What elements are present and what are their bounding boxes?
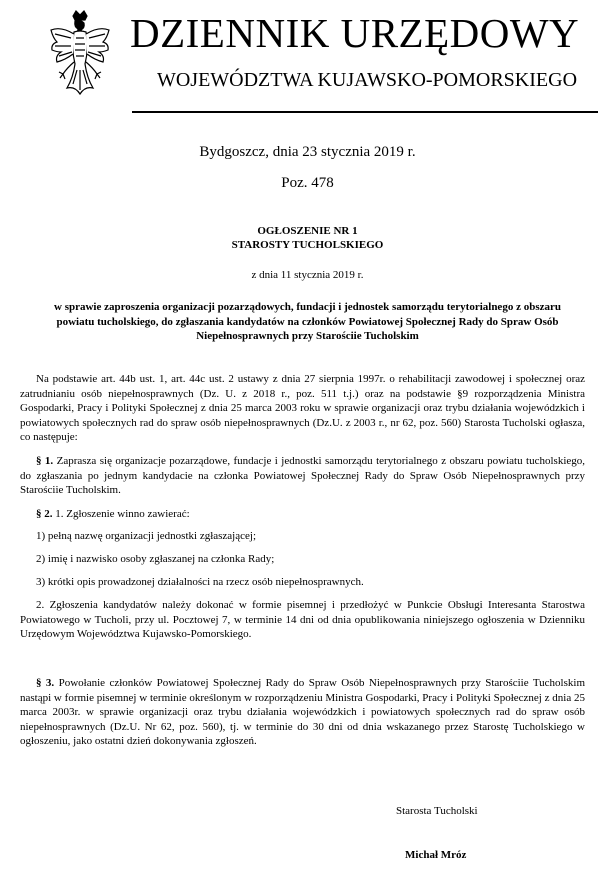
signatory-title: Starosta Tucholski xyxy=(396,805,478,817)
section-2-paragraph xyxy=(20,507,585,522)
notice-date: z dnia 11 stycznia 2019 r. xyxy=(251,269,364,281)
section-1-label: § 1. xyxy=(36,454,54,467)
intro-paragraph: Na podstawie art. 44b ust. 1, art. 44c ust. 2 ustawy z dnia 27 sierpnia 1997r. o rehabilitacji zawodowej i społecznej oraz zatrudnianiu osób niepełnosprawnych (Dz. U. z 2018 r., poz. 511 t.j.) oraz na podstawie §9 rozporządzenia Ministra Gospodarki, Pracy i Polityki Społecznej z dnia 25 marca 2003 roku w sprawie organizacji oraz trybu działania wojewódzkich i powiatowych społecznych rad do spraw osób niepełnosprawnych (Dz.U. z 2003 r., nr 62, poz. 560) Starosta Tucholski ogłasza, co następuje: xyxy=(20,373,585,444)
section-3-paragraph xyxy=(20,676,585,749)
notice-body xyxy=(20,372,585,749)
gazette-subtitle: WOJEWÓDZTWA KUJAWSKO-POMORSKIEGO xyxy=(156,69,578,91)
section-1-paragraph xyxy=(20,454,585,498)
section-3-label: § 3. xyxy=(36,676,55,689)
gazette-title: DZIENNIK URZĘDOWY xyxy=(130,10,580,56)
list-item: 3) krótki opis prowadzonej działalności na rzecz osób niepełnosprawnych. xyxy=(36,575,364,588)
section-2-point-2: 2. Zgłoszenia kandydatów należy dokonać w formie pisemnej i przedłożyć w Punkcie Obsługi Interesanta Starostwa Powiatowego w Tucholi, przy ul. Pocztowej 7, w terminie 14 dni od dnia opublikowania niniejszego ogłoszenia w Dzienniku Urzędowym Województwa Kujawsko-Pomorskiego. xyxy=(20,599,585,641)
notice-title: OGŁOSZENIE NR 1 xyxy=(257,225,358,237)
notice-subject: w sprawie zaproszenia organizacji pozarządowych, fundacji i jednostek samorządu terytorialnego z obszaru powiatu tucholskiego, do zgłaszania kandydatów na członków Powiatowej Społecznej Rady do Spraw Osób Niepełnosprawnych przy Starościie Tucholskim xyxy=(54,301,561,342)
publication-place-date: Bydgoszcz, dnia 23 stycznia 2019 r. xyxy=(199,144,416,160)
list-item: 2) imię i nazwisko osoby zgłaszanej na członka Rady; xyxy=(36,552,275,565)
section-2-label: § 2. xyxy=(36,507,53,520)
signatory-name: Michał Mróz xyxy=(405,849,467,861)
notice-heading xyxy=(0,224,615,252)
position-number: Poz. 478 xyxy=(281,175,334,191)
section-1-text: Zaprasza się organizacje pozarządowe, fundacje i jednostki samorządu terytorialnego z obszaru powiatu tucholskiego, do zgłaszania po jednym kandydacie na członka Powiatowej Społecznej Rady do Spraw Osób Niepełnosprawnych przy Starościie Tucholskim. xyxy=(20,454,586,497)
polish-eagle-emblem-icon xyxy=(47,8,113,104)
masthead-divider xyxy=(132,111,598,113)
list-item: 1) pełną nazwę organizacji jednostki zgłaszającej; xyxy=(36,530,256,543)
notice-issuer: STAROSTY TUCHOLSKIEGO xyxy=(231,239,384,251)
section-2-text: 1. Zgłoszenie winno zawierać: xyxy=(52,507,190,520)
section-3-text: Powołanie członków Powiatowej Społecznej Rady do Spraw Osób Niepełnosprawnych przy Starościie Tucholskim nastąpi w formie pisemnej w terminie określonym w rozporządzeniu Ministra Gospodarki, Pracy i Polityki Społecznej z dnia 25 marca 2003r. w sprawie organizacji oraz trybu działania wojewódzkich i powiatowych społecznych rad do spraw osób niepełnosprawnych (Dz.U. Nr 62, poz. 560), tj. w terminie do 30 dni od dnia wskazanego przez Starostę Tucholskiego w ogłoszeniu, jako ostatni dzień dokonywania zgłoszeń. xyxy=(20,676,586,748)
